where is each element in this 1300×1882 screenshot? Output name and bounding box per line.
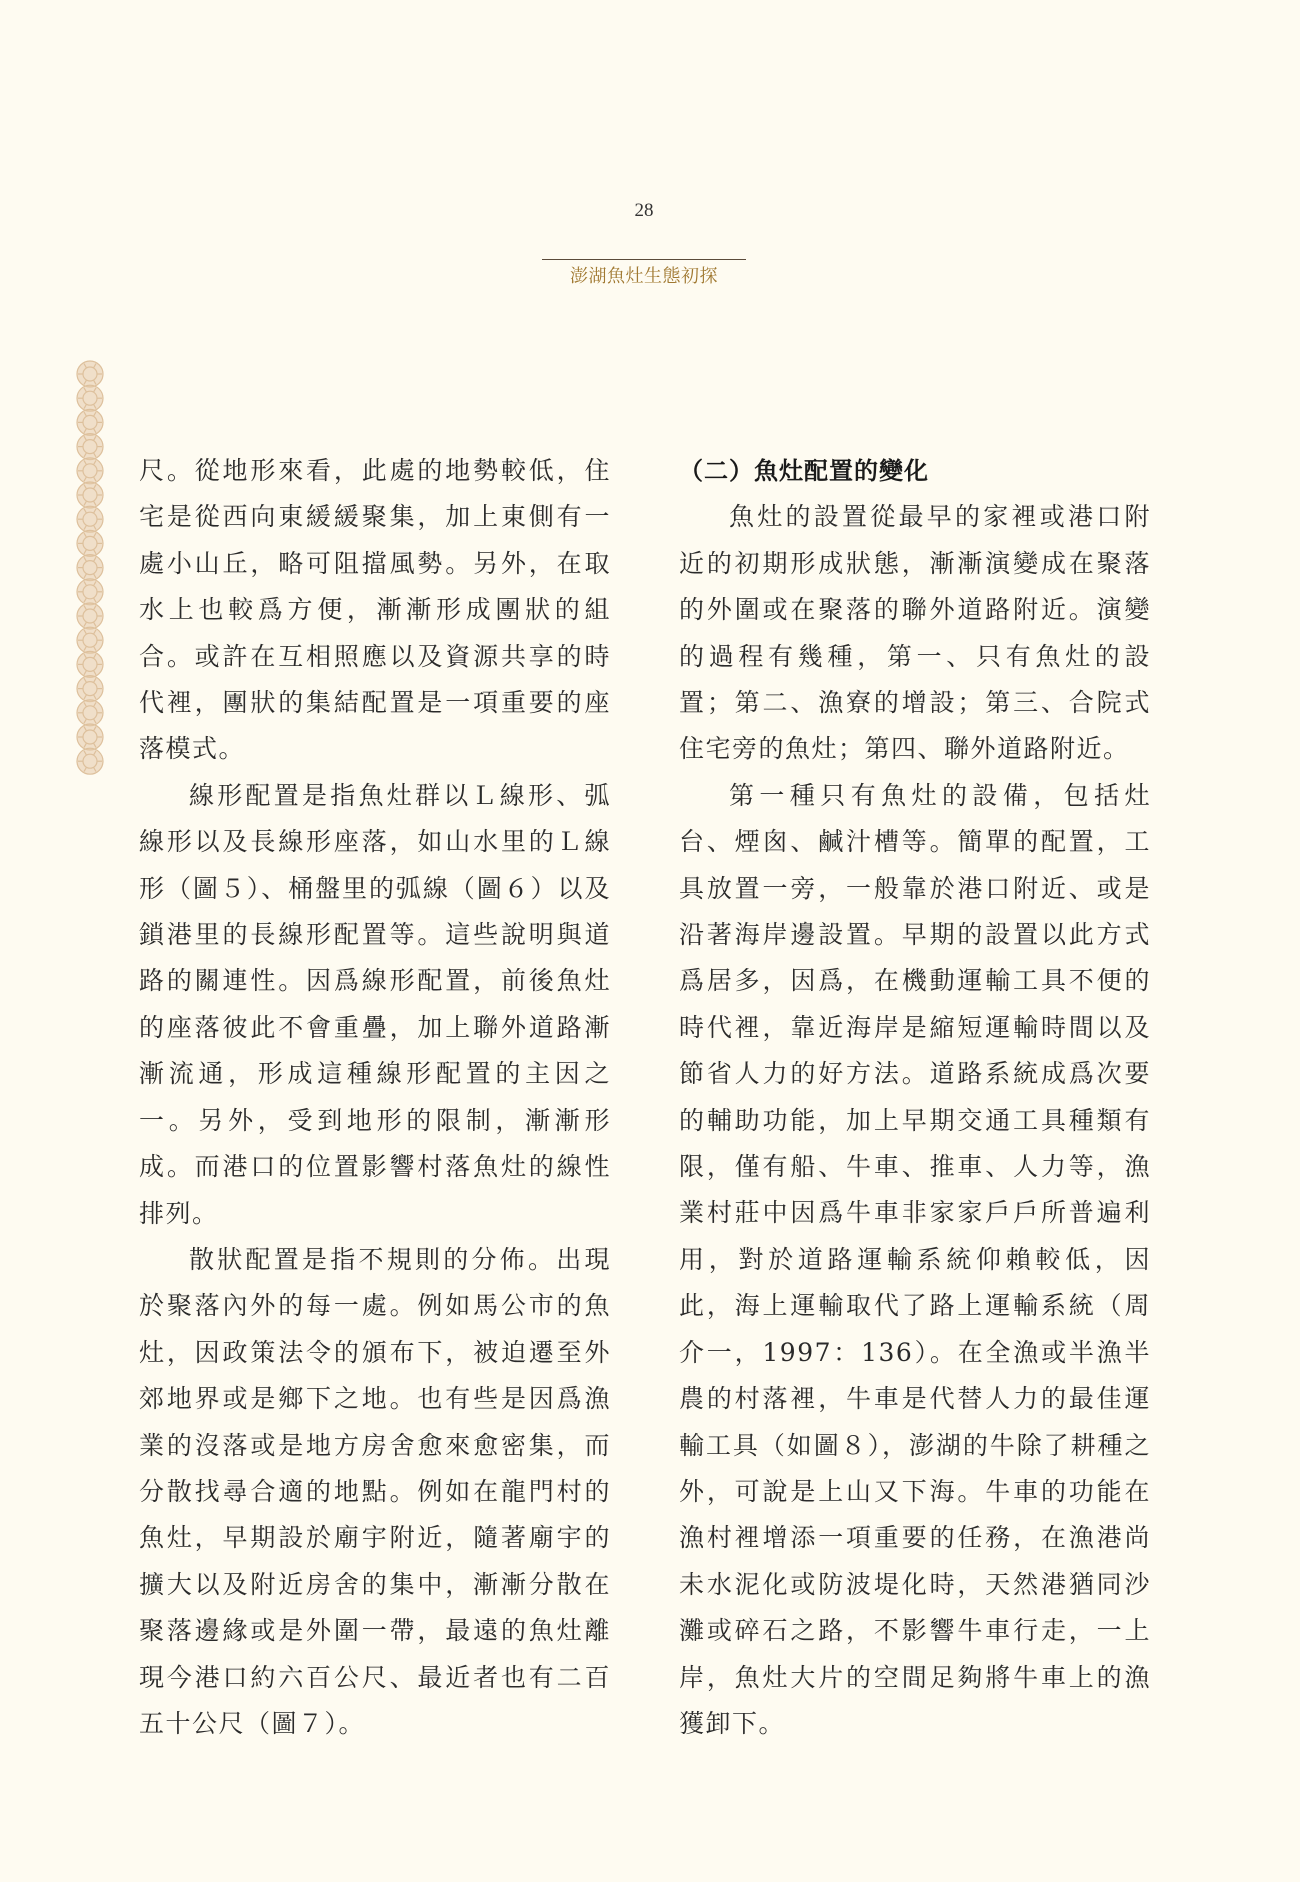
section-heading: （二）魚灶配置的變化	[679, 457, 929, 485]
decorative-border-ornament	[72, 360, 108, 780]
header-divider	[542, 259, 746, 260]
left-column	[139, 448, 611, 1747]
running-title: 澎湖魚灶生態初探	[570, 266, 718, 287]
paragraph: 線形配置是指魚灶群以Ｌ線形、弧線形以及長線形座落，如山水里的Ｌ線形（圖５）、桶盤里的弧線（圖６）以及鎖港里的長線形配置等。這些說明與道路的關連性。因爲線形配置，前後魚灶的座落彼此不會重疊，加上聯外道路漸漸流通，形成這種線形配置的主因之一。另外，受到地形的限制，漸漸形成。而港口的位置影響村落魚灶的線性排列。	[139, 780, 611, 1228]
paragraph: 魚灶的設置從最早的家裡或港口附近的初期形成狀態，漸漸演變成在聚落的外圍或在聚落的聯外道路附近。演變的過程有幾種，第一、只有魚灶的設置；第二、漁寮的增設；第三、合院式住宅旁的魚灶；第四、聯外道路附近。	[679, 502, 1151, 764]
paragraph: 散狀配置是指不規則的分佈。出現於聚落內外的每一處。例如馬公市的魚灶，因政策法令的頒布下，被迫遷至外郊地界或是鄉下之地。也有些是因爲漁業的沒落或是地方房舍愈來愈密集，而分散找尋合適的地點。例如在龍門村的魚灶，早期設於廟宇附近，隨著廟宇的擴大以及附近房舍的集中，漸漸分散在聚落邊緣或是外圍一帶，最遠的魚灶離現今港口約六百公尺、最近者也有二百五十公尺（圖７）。	[139, 1244, 611, 1738]
right-column	[679, 448, 1151, 1747]
paragraph: 第一種只有魚灶的設備，包括灶台、煙囪、鹹汁槽等。簡單的配置，工具放置一旁，一般靠於港口附近、或是沿著海岸邊設置。早期的設置以此方式爲居多，因爲，在機動運輸工具不便的時代裡，靠近海岸是縮短運輸時間以及節省人力的好方法。道路系統成爲次要的輔助功能，加上早期交通工具種類有限，僅有船、牛車、推車、人力等，漁業村莊中因爲牛車非家家戶戶所普遍利用，對於道路運輸系統仰賴較低，因此，海上運輸取代了路上運輸系統（周介一，1997：136）。在全漁或半漁半農的村落裡，牛車是代替人力的最佳運輸工具（如圖８），澎湖的牛除了耕種之外，可說是上山又下海。牛車的功能在漁村裡增添一項重要的任務，在漁港尚未水泥化或防波堤化時，天然港猶同沙灘或碎石之路，不影響牛車行走，一上岸，魚灶大片的空間足夠將牛車上的漁獲卸下。	[679, 780, 1151, 1738]
paragraph: 尺。從地形來看，此處的地勢較低，住宅是從西向東緩緩聚集，加上東側有一處小山丘，略可阻擋風勢。另外，在取水上也較爲方便，漸漸形成團狀的組合。或許在互相照應以及資源共享的時代裡，團狀的集結配置是一項重要的座落模式。	[139, 456, 611, 764]
page-number: 28	[634, 200, 654, 221]
